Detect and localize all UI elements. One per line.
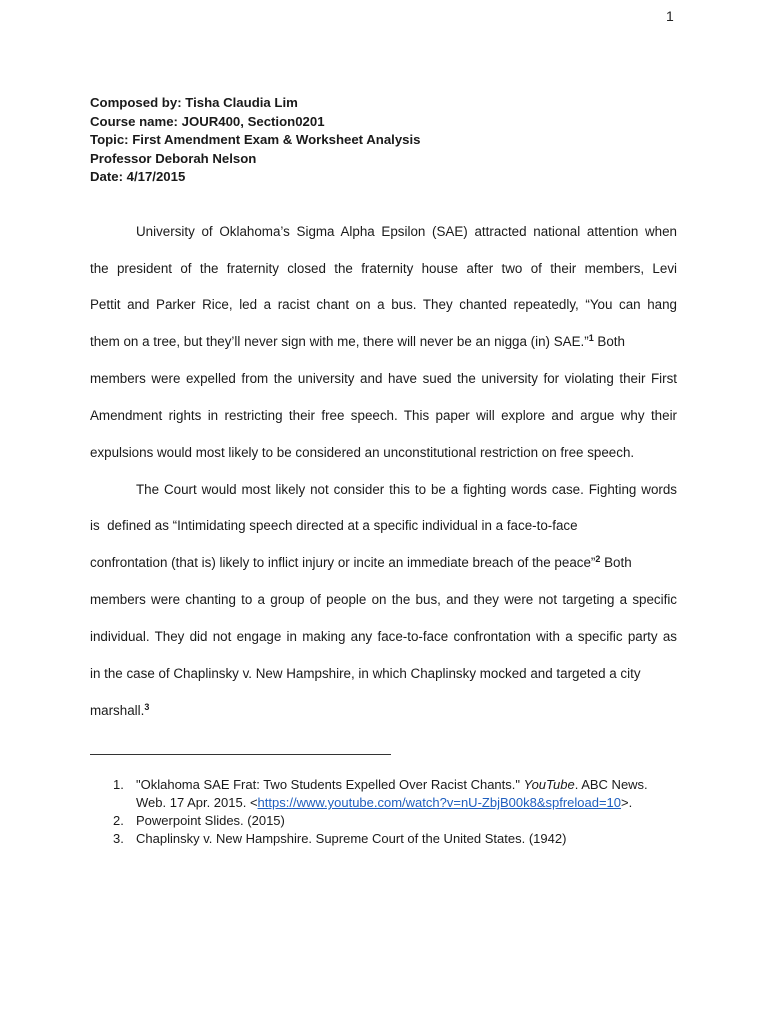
body-line: members were expelled from the university and have sued the university for violating their First: [90, 371, 677, 386]
body-line: Pettit and Parker Rice, led a racist chant on a bus. They chanted repeatedly, “You can hang: [90, 297, 677, 312]
footnote-source: YouTube: [523, 777, 575, 792]
footnote-text: . ABC News.: [574, 777, 648, 792]
footnote-ref-1: 1: [588, 333, 594, 343]
body-line: The Court would most likely not consider this to be a fighting words case. Fighting words: [136, 482, 677, 497]
topic: Topic: First Amendment Exam & Worksheet Analysis: [90, 132, 421, 147]
document-header: [90, 94, 690, 187]
footnote-3: [90, 830, 690, 848]
body-line: [90, 334, 625, 349]
body-line: Amendment rights in restricting their free speech. This paper will explore and argue why their: [90, 408, 677, 423]
body-line: individual. They did not engage in making any face-to-face confrontation with a specific party as: [90, 629, 677, 644]
footnote-text: "Oklahoma SAE Frat: Two Students Expelled Over Racist Chants.": [136, 777, 524, 792]
body-text: them on a tree, but they’ll never sign with me, there will never be an nigga (in) SAE.”: [90, 334, 589, 349]
footnote-number: 1.: [113, 777, 124, 792]
professor: Professor Deborah Nelson: [90, 150, 257, 166]
footnote-text: >.: [621, 795, 633, 810]
footnote-separator: [90, 754, 391, 755]
body-line: in the case of Chaplinsky v. New Hampshire, in which Chaplinsky mocked and targeted a city: [90, 666, 641, 681]
footnote-text: Web. 17 Apr. 2015. <: [136, 795, 258, 810]
body-line: is defined as “Intimidating speech directed at a specific individual in a face-to-face: [90, 518, 578, 533]
footnote-link[interactable]: https://www.youtube.com/watch?v=nU-ZbjB00k8&spfreload=10: [257, 795, 622, 810]
body-text: Both: [600, 555, 632, 570]
footnote-1: [90, 776, 690, 812]
footnote-text: Powerpoint Slides. (2015): [136, 813, 285, 828]
body-text: marshall.: [90, 703, 145, 718]
page-number: 1: [666, 8, 674, 24]
footnotes: [90, 776, 690, 848]
footnote-number: 3.: [113, 831, 124, 846]
body-line: expulsions would most likely to be considered an unconstitutional restriction on free speech.: [90, 445, 635, 460]
composed-by: Composed by: Tisha Claudia Lim: [90, 95, 298, 110]
body-text: Both: [593, 334, 625, 349]
body-line: [90, 555, 632, 570]
body-line: [90, 703, 149, 718]
body-line: members were chanting to a group of people on the bus, and they were not targeting a specific: [90, 592, 677, 607]
course-name: Course name: JOUR400, Section0201: [90, 113, 325, 129]
body-line: the president of the fraternity closed the fraternity house after two of their members, Levi: [90, 261, 677, 276]
body-line: University of Oklahoma’s Sigma Alpha Epsilon (SAE) attracted national attention when: [136, 224, 677, 239]
footnote-ref-2: 2: [595, 554, 601, 564]
footnote-2: [90, 812, 690, 830]
body-text: confrontation (that is) likely to inflict injury or incite an immediate breach of the peace”: [90, 555, 596, 570]
footnote-number: 2.: [113, 813, 124, 828]
footnote-text: Chaplinsky v. New Hampshire. Supreme Court of the United States. (1942): [136, 831, 567, 846]
footnote-ref-3: 3: [144, 702, 150, 712]
date: Date: 4/17/2015: [90, 169, 186, 184]
